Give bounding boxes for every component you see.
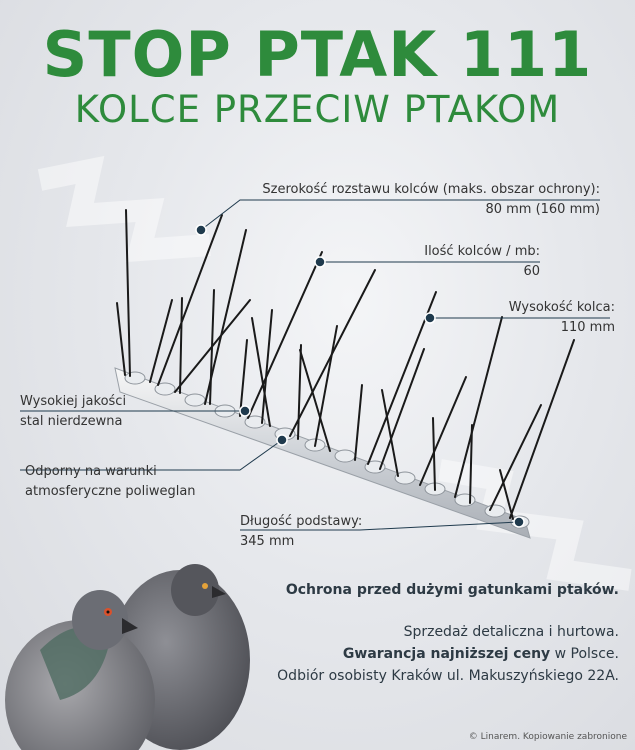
callout-polycarbonate (25, 462, 196, 502)
callout-polycarbonate-value: atmosferyczne poliweglan (25, 484, 196, 499)
protection-text: Ochrona przed dużymi gatunkami ptaków. (285, 582, 619, 598)
callout-spacing-label: Szerokość rozstawu kolców (maks. obszar ochrony): (262, 182, 600, 197)
callout-height (509, 298, 615, 338)
callout-spacing-value: 80 mm (160 mm) (485, 202, 600, 217)
callout-spacing (262, 180, 600, 220)
guarantee-text (277, 646, 619, 662)
callout-height-label: Wysokość kolca: (508, 300, 615, 315)
copyright-notice: © Linarem. Kopiowanie zabronione (468, 732, 627, 742)
callout-count-value: 60 (523, 264, 540, 279)
callout-count-label: Ilość kolców / mb: (424, 244, 540, 259)
guarantee-bold: Gwarancja najniższej ceny (342, 646, 551, 662)
callout-base (240, 512, 362, 552)
callout-steel-value: stal nierdzewna (20, 414, 123, 429)
sales-text: Sprzedaż detaliczna i hurtowa. (403, 624, 619, 640)
callout-steel-label: Wysokiej jakości (20, 394, 127, 409)
info-block (277, 582, 619, 684)
callout-polycarbonate-label: Odporny na warunki (25, 464, 157, 479)
callout-steel (20, 392, 126, 432)
callout-height-value: 110 mm (560, 320, 615, 335)
pigeons-photo (5, 564, 250, 750)
callout-base-value: 345 mm (240, 534, 295, 549)
page-subtitle: KOLCE PRZECIW PTAKOM (74, 88, 561, 131)
callout-base-label: Długość podstawy: (240, 514, 363, 529)
guarantee-rest: w Polsce. (550, 646, 619, 662)
callout-count (424, 242, 540, 282)
page-title: STOP PTAK 111 (42, 18, 593, 91)
pickup-text: Odbiór osobisty Kraków ul. Makuszyńskiego 22A. (277, 668, 619, 684)
